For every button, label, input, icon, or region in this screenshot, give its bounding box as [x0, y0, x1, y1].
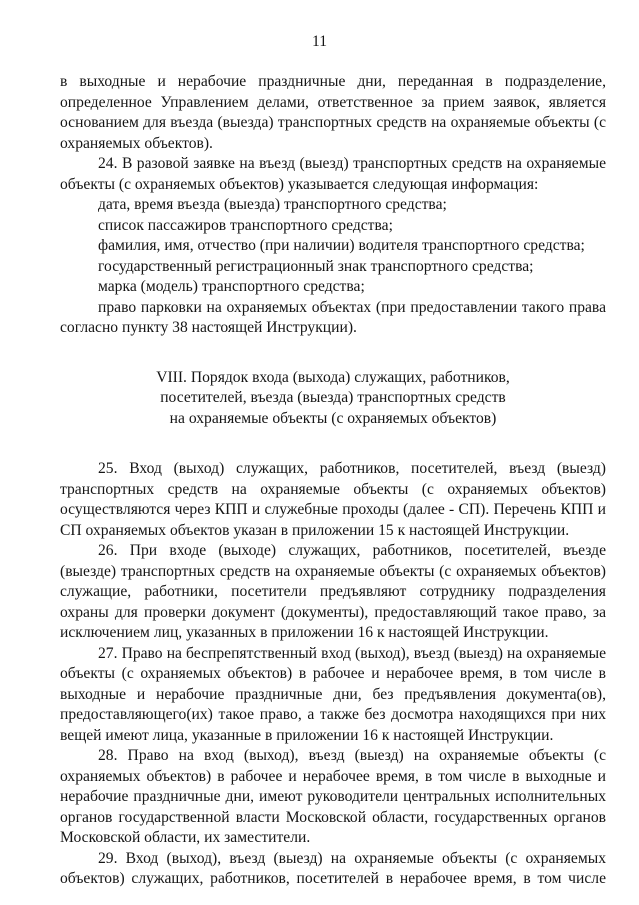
paragraph-continuation: в выходные и нерабочие праздничные дни, переданная в подразделение, определенное Управлением делами, ответственное за прием заявок, является основанием для въезда (выезда) транспортных средств на охраняемые объекты (с охраняемых объектов).	[60, 73, 606, 152]
document-body	[60, 72, 606, 890]
paragraph-28: 28. Право на вход (выход), въезд (выезд) на охраняемые объекты (с охраняемых объектов) в рабочее и нерабочее время, в том числе в выходные и нерабочие праздничные дни, имеют руководители центральных исполнительных органов государственной власти Московской области, государственных органов Московской области, их заместители.	[60, 747, 606, 846]
list-item: государственный регистрационный знак транспортного средства;	[98, 257, 534, 275]
list-item: фамилия, имя, отчество (при наличии) водителя транспортного средства;	[98, 237, 585, 254]
paragraph-24: 24. В разовой заявке на въезд (выезд) транспортных средств на охраняемые объекты (с охраняемых объектов) указывается следующая информация:	[60, 155, 606, 193]
list-item: марка (модель) транспортного средства;	[98, 278, 365, 295]
section-heading	[60, 368, 606, 430]
list-item: список пассажиров транспортного средства;	[98, 216, 393, 234]
list-item: дата, время въезда (выезда) транспортного средства;	[98, 196, 447, 213]
section-heading-line: посетителей, въезда (выезда) транспортных средств	[160, 389, 506, 406]
paragraph-25: 25. Вход (выход) служащих, работников, посетителей, въезд (выезд) транспортных средств на охраняемые объекты (с охраняемых объектов) осуществляются через КПП и служебные проходы (далее - СП). Перечень КПП и СП охраняемых объектов указан в приложении 15 к настоящей Инструкции.	[60, 460, 606, 539]
paragraph-27: 27. Право на беспрепятственный вход (выход), въезд (выезд) на охраняемые объекты (с охраняемых объектов) в рабочее и нерабочее время, в том числе в выходные и нерабочие праздничные дни, без предъявления документа(ов), предоставляющего(их) такое право, а также без досмотра находящихся при них вещей имеют лица, указанные в приложении 16 к настоящей Инструкции.	[60, 644, 606, 744]
list-item-last: право парковки на охраняемых объектах (при предоставлении такого права согласно пункту 38 настоящей Инструкции).	[60, 298, 606, 336]
page-number: 11	[311, 33, 327, 50]
paragraph-26: 26. При входе (выходе) служащих, работников, посетителей, въезде (выезде) транспортных средств на охраняемые объекты (с охраняемых объектов) служащие, работники, посетители предъявляют сотруднику подразделения охраны для проверки документ (документы), предоставляющий такое право, за исключением лиц, указанных в приложении 16 к настоящей Инструкции.	[60, 542, 606, 641]
section-heading-line: на охраняемые объекты (с охраняемых объектов)	[169, 409, 497, 427]
paragraph-29: 29. Вход (выход), въезд (выезд) на охраняемые объекты (с охраняемых объектов) служащих, работников, посетителей в нерабочее время, в том числе	[60, 849, 606, 887]
section-heading-line: VIII. Порядок входа (выхода) служащих, работников,	[156, 368, 510, 386]
